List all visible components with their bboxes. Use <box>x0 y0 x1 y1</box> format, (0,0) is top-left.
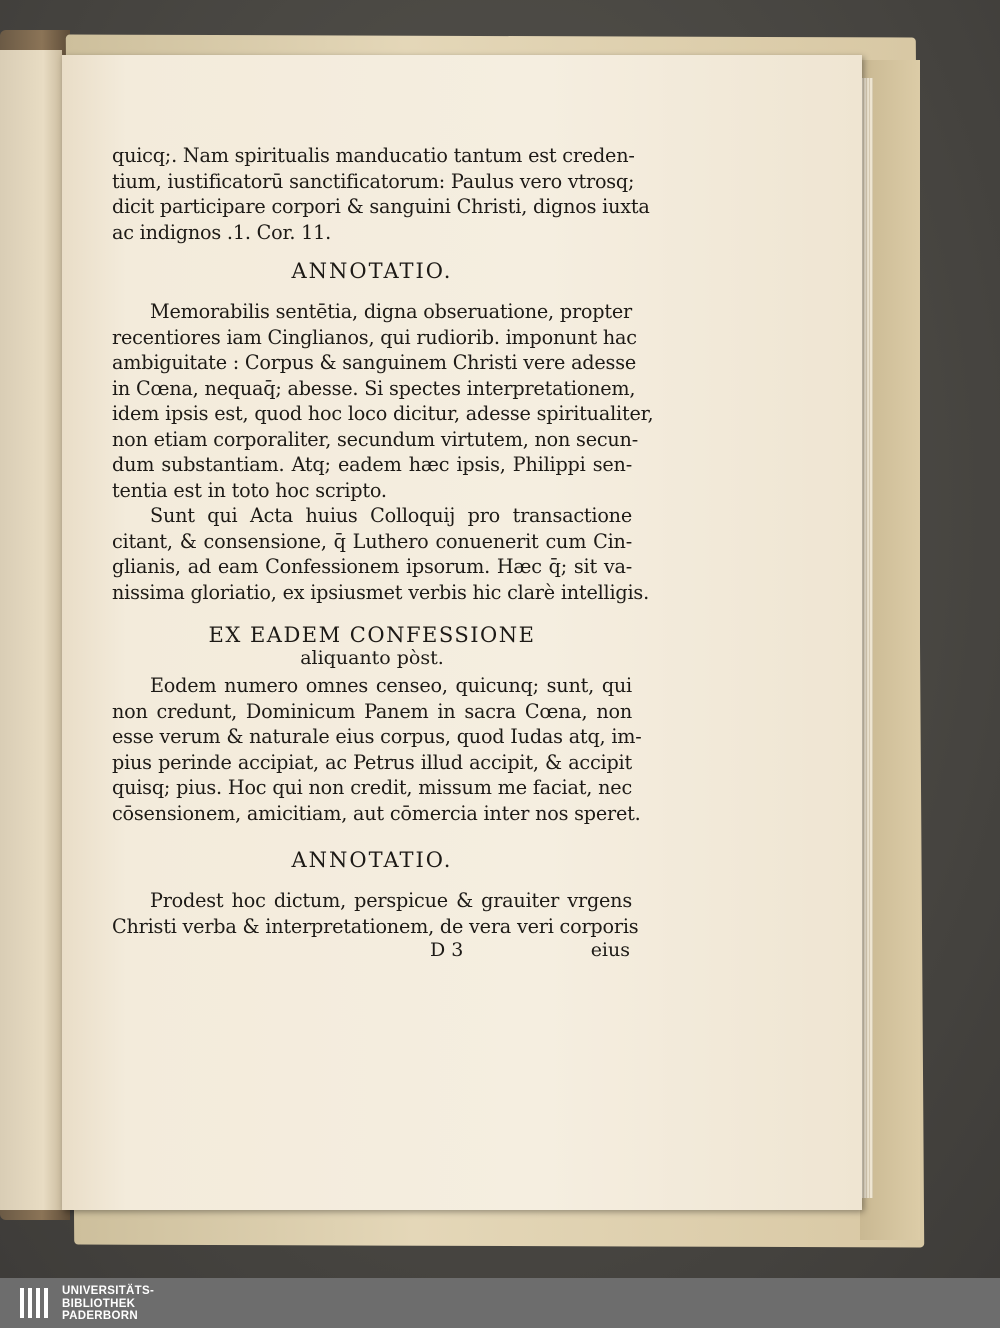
library-name-line-2: BIBLIOTHEK <box>62 1297 136 1310</box>
text-line: tentia est in toto hoc scripto. <box>112 478 387 502</box>
library-logo-icon <box>18 1286 52 1320</box>
text-line: ac indignos .1. Cor. 11. <box>112 220 332 244</box>
paragraph-1 <box>112 143 650 245</box>
text-line: nissima gloriatio, ex ipsiusmet verbis hic clarè intelligis. <box>112 580 649 604</box>
catchword: eius <box>590 939 630 961</box>
text-line: citant, & consensione, q̄ Luthero conuenerit cum Cin- <box>112 529 632 553</box>
paragraph-5 <box>112 888 639 939</box>
text-line: ambiguitate : Corpus & sanguinem Christi vere adesse <box>112 351 636 374</box>
page-text <box>112 143 654 965</box>
text-line: Eodem numero omnes censeo, quicunq; sunt, qui <box>150 674 632 697</box>
page-footer-line <box>112 939 632 965</box>
text-line: in Cœna, nequaq̄; abesse. Si spectes interpretationem, <box>112 376 636 400</box>
library-footer <box>0 1278 1000 1328</box>
text-line: Sunt qui Acta huius Colloquij pro transactione <box>150 504 632 527</box>
text-line: glianis, ad eam Confessionem ipsorum. Hæc q̄; sit va- <box>112 555 632 578</box>
text-line: dum substantiam. Atq; eadem hæc ipsis, Philippi sen- <box>112 453 632 476</box>
library-name-line-1: UNIVERSITÄTS- <box>62 1285 155 1297</box>
text-line: recentiores iam Cinglianos, qui rudiorib. imponunt hac <box>112 325 637 349</box>
library-name <box>62 1285 154 1323</box>
annotatio-heading-1: ANNOTATIO. <box>291 259 453 283</box>
text-line: Christi verba & interpretationem, de vera veri corporis <box>112 914 639 938</box>
text-line: cōsensionem, amicitiam, aut cōmercia inter nos speret. <box>112 801 641 825</box>
text-line: tium, iustificatorū sanctificatorum: Paulus vero vtrosq; <box>112 169 635 193</box>
library-name-line-3: PADERBORN <box>62 1310 138 1322</box>
book-page <box>62 55 862 1210</box>
text-line: idem ipsis est, quod hoc loco dicitur, adesse spiritualiter, <box>112 402 654 425</box>
signature-mark: D 3 <box>430 939 464 961</box>
text-line: Prodest hoc dictum, perspicue & grauiter vrgens <box>150 889 632 912</box>
paragraph-4 <box>112 673 642 826</box>
text-line: non etiam corporaliter, secundum virtutem, non secun- <box>112 427 639 451</box>
confession-subheading: aliquanto pòst. <box>300 647 444 669</box>
paragraph-3 <box>112 503 649 605</box>
text-line: quisq; pius. Hoc qui non credit, missum me faciat, nec <box>112 776 632 799</box>
text-line: pius perinde accipiat, ac Petrus illud accipit, & accipit <box>112 750 632 774</box>
text-line: dicit participare corpori & sanguini Christi, dignos iuxta <box>112 195 650 218</box>
annotatio-heading-2: ANNOTATIO. <box>291 848 453 872</box>
paragraph-2 <box>112 299 654 503</box>
text-line: non credunt, Dominicum Panem in sacra Cœna, non <box>112 699 632 723</box>
text-line: quicq;. Nam spiritualis manducatio tantum est creden- <box>112 144 635 167</box>
facing-page-edge <box>0 50 62 1210</box>
text-line: Memorabilis sentētia, digna obseruatione, propter <box>150 300 632 323</box>
confession-heading: EX EADEM CONFESSIONE <box>208 623 536 647</box>
text-line: esse verum & naturale eius corpus, quod Iudas atq, im- <box>112 725 642 748</box>
